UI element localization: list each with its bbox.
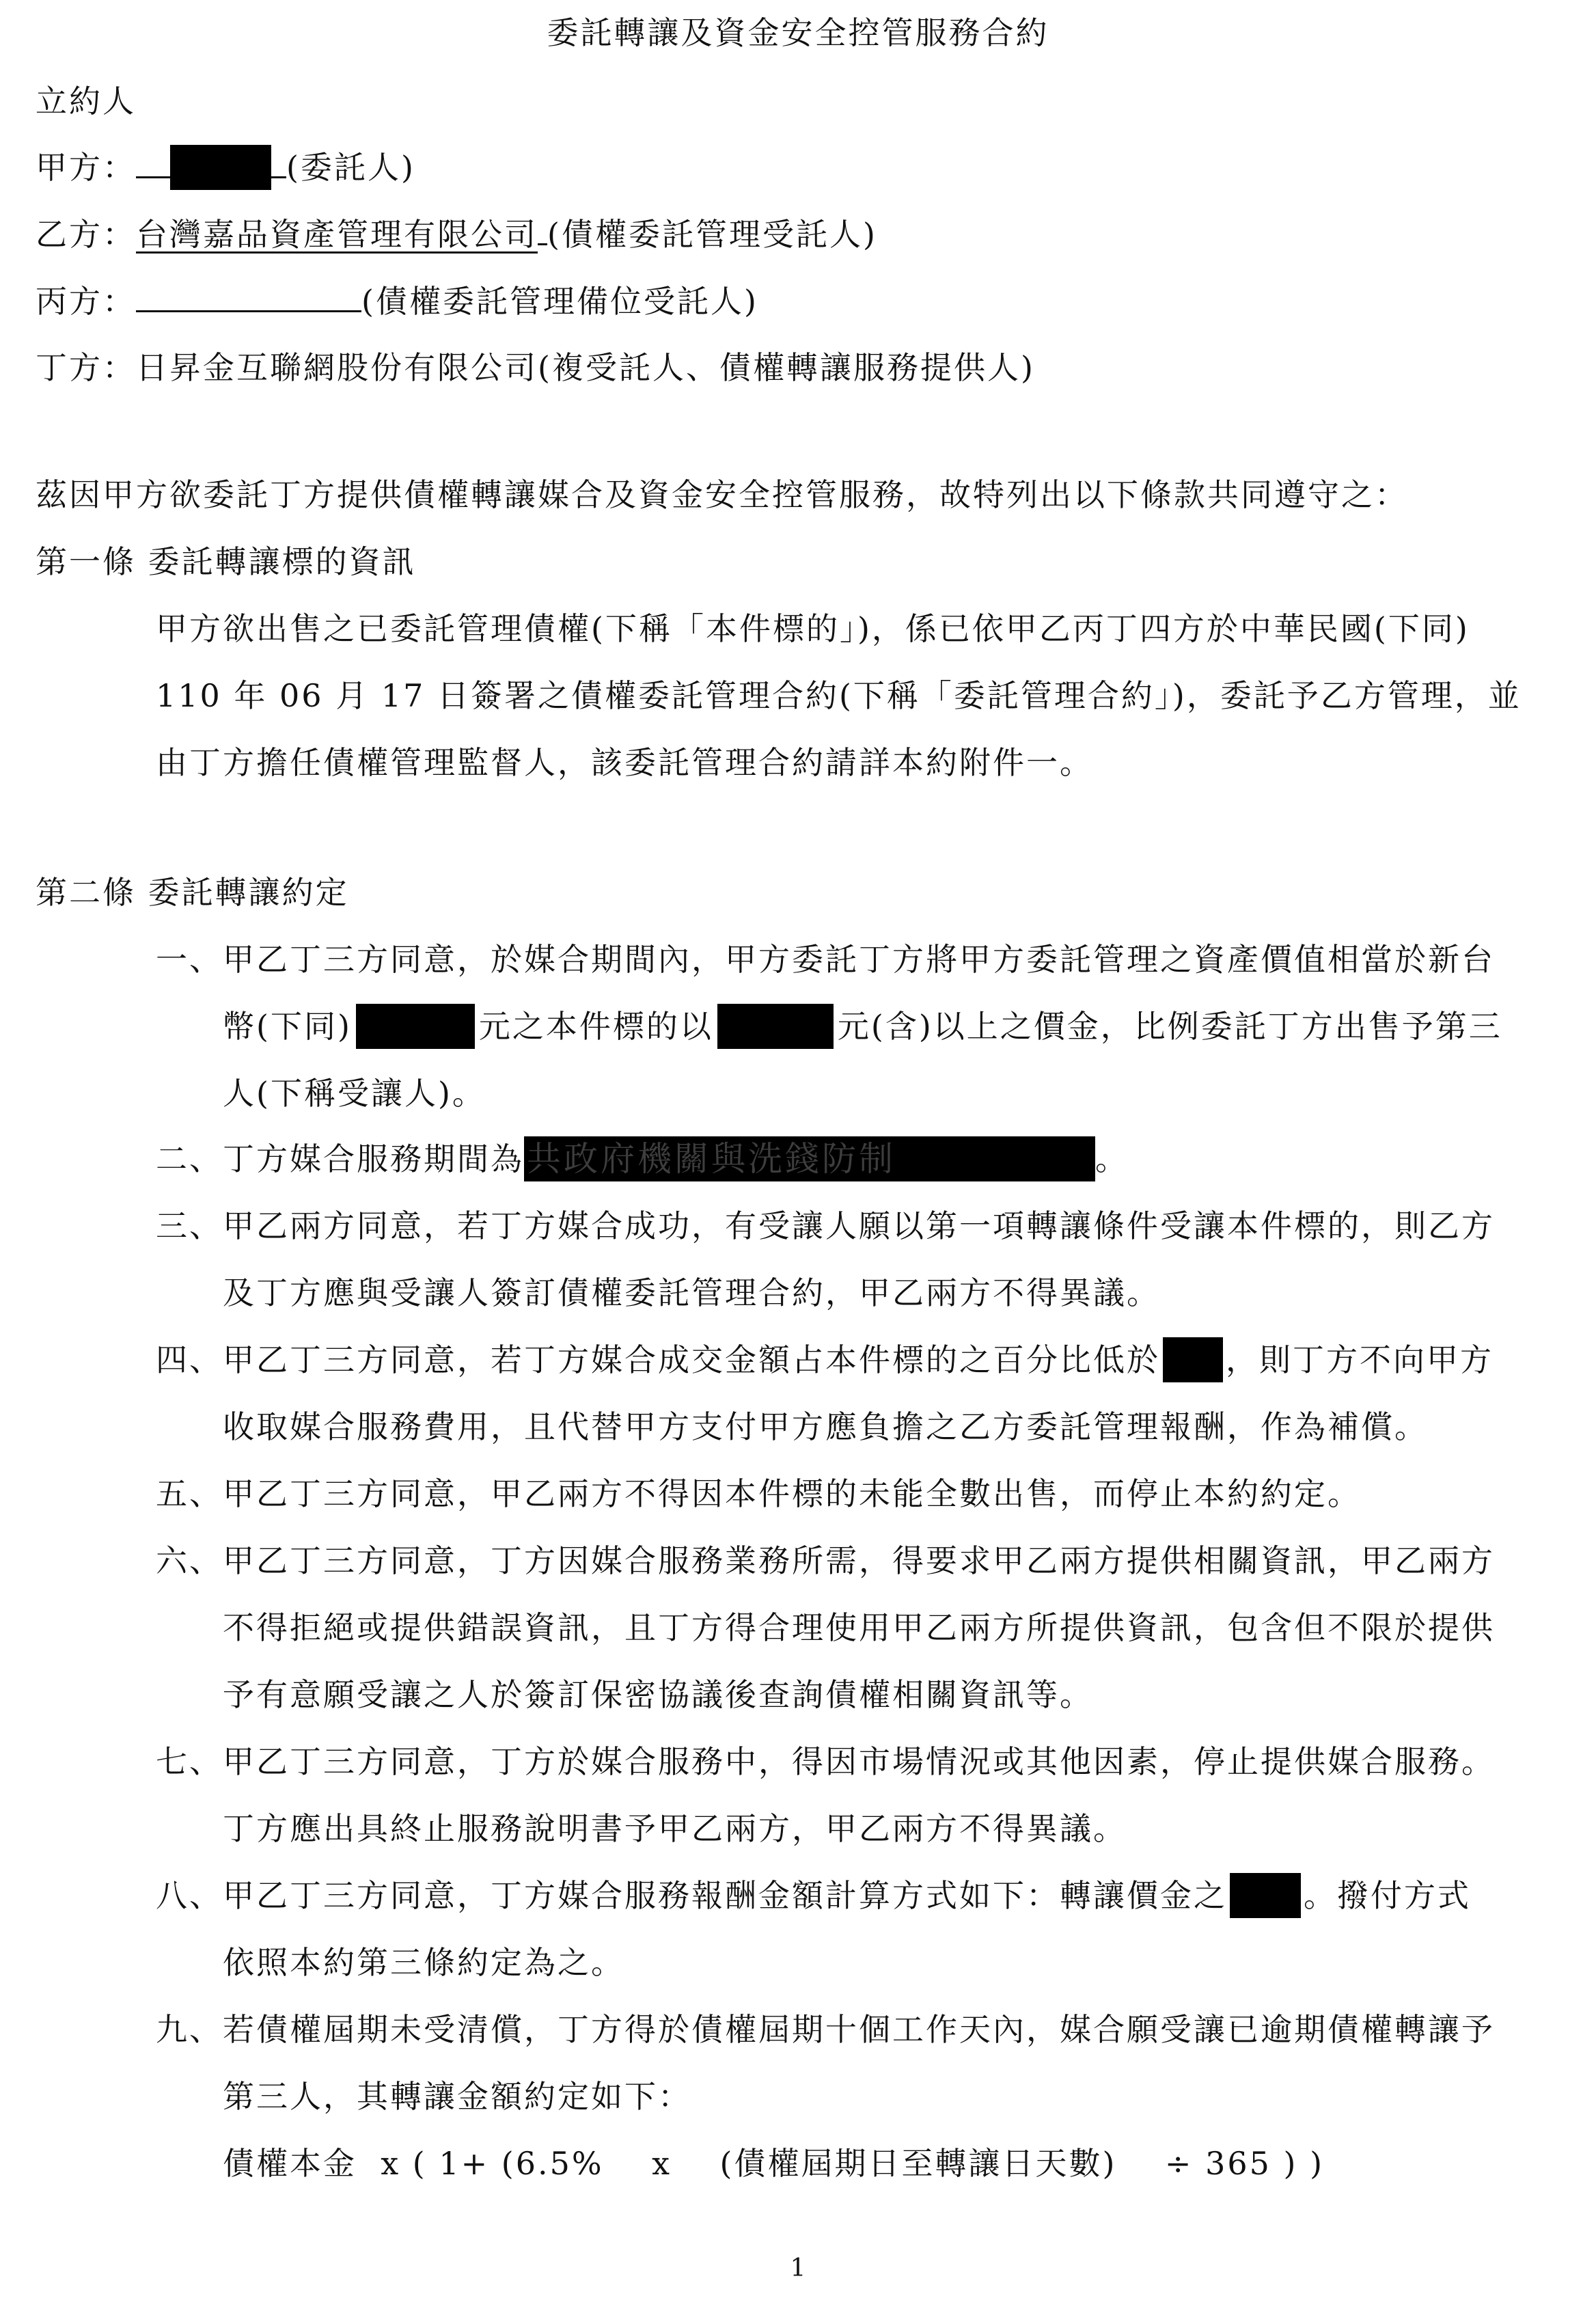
item-4-line-1 [156, 1339, 1494, 1385]
document-title: 委託轉讓及資金安全控管服務合約 [547, 14, 1049, 51]
party-c-blank [136, 280, 361, 312]
item-4-tail-text: ，則丁方不向甲方 [1226, 1341, 1494, 1378]
transfer-amount-formula: 債權本金 x ( 1+ (6.5% x (債權屆期日至轉讓日天數) ÷ 365 ) ) [223, 2145, 1325, 2182]
price-redaction [717, 1004, 834, 1049]
parties-heading: 立約人 [36, 83, 136, 120]
item-1-tail-text: 元(含)以上之價金，比例委託丁方出售予第三 [837, 1008, 1502, 1045]
item-8-line-1 [156, 1875, 1471, 1921]
item-7-line-1: 七、甲乙丁三方同意，丁方於媒合服務中，得因市場情況或其他因素，停止提供媒合服務。 [156, 1743, 1495, 1780]
item-1-line-3: 人(下稱受讓人)。 [223, 1075, 486, 1112]
item-1-line-1: 一、甲乙丁三方同意，於媒合期間內，甲方委託丁方將甲方委託管理之資產價值相當於新台 [156, 941, 1495, 978]
article-1-line-2: 110 年 06 月 17 日簽署之債權委託管理合約(下稱「委託管理合約」)，委託予乙方管理，並 [156, 677, 1522, 714]
item-1-currency-label: 幣(下同) [223, 1008, 352, 1045]
item-6-line-2: 不得拒絕或提供錯誤資訊，且丁方得合理使用甲乙兩方所提供資訊，包含但不限於提供 [223, 1609, 1495, 1646]
item-2-line [156, 1138, 1129, 1184]
party-a-redaction [170, 145, 271, 190]
item-3-line-1: 三、甲乙兩方同意，若丁方媒合成功，有受讓人願以第一項轉讓條件受讓本件標的，則乙方 [156, 1207, 1495, 1244]
item-5-line-1: 五、甲乙丁三方同意，甲乙兩方不得因本件標的未能全數出售，而停止本約約定。 [156, 1475, 1361, 1512]
party-b-label: 乙方： [36, 216, 136, 253]
item-1-line-2 [223, 1006, 1502, 1052]
fee-rate-redaction [1230, 1873, 1301, 1918]
item-4-line-2: 收取媒合服務費用，且代替甲方支付甲方應負擔之乙方委託管理報酬，作為補償。 [223, 1408, 1428, 1445]
item-2-period-end: 。 [1095, 1140, 1129, 1177]
intro-paragraph: 茲因甲方欲委託丁方提供債權轉讓媒合及資金安全控管服務，故特列出以下條款共同遵守之： [36, 476, 1408, 513]
item-7-line-2: 丁方應出具終止服務說明書予甲乙兩方，甲乙兩方不得異議。 [223, 1810, 1127, 1847]
item-1-mid-text: 元之本件標的以 [478, 1008, 713, 1045]
party-d-line: 丁方：日昇金互聯網股份有限公司(複受託人、債權轉讓服務提供人) [36, 349, 1035, 386]
percentage-redaction [1163, 1337, 1223, 1382]
article-1-heading: 第一條 委託轉讓標的資訊 [36, 543, 416, 580]
party-c-role: (債權委託管理備位受託人) [361, 283, 758, 320]
party-b-line [36, 213, 877, 255]
page-number: 1 [790, 2254, 806, 2282]
party-a-line [36, 146, 415, 193]
party-b-role: (債權委託管理受託人) [547, 216, 877, 253]
item-9-line-2: 第三人，其轉讓金額約定如下： [223, 2078, 691, 2115]
party-b-name: 台灣嘉品資產管理有限公司 [136, 216, 538, 253]
party-b-underline-end [538, 213, 547, 245]
article-2-heading: 第二條 委託轉讓約定 [36, 874, 349, 911]
item-8-tail-text: 。撥付方式 [1304, 1877, 1471, 1914]
item-2-text: 二、丁方媒合服務期間為 [156, 1140, 524, 1177]
party-c-label: 丙方： [36, 283, 136, 320]
asset-value-redaction [356, 1004, 475, 1049]
party-a-underline-end [271, 146, 286, 178]
service-period-redaction: 共政府機關與洗錢防制 [524, 1136, 1095, 1181]
party-c-line [36, 280, 758, 322]
party-a-label: 甲方： [36, 149, 136, 186]
item-6-line-3: 予有意願受讓之人於簽訂保密協議後查詢債權相關資訊等。 [223, 1676, 1093, 1713]
party-a-underline [136, 146, 170, 178]
item-3-line-2: 及丁方應與受讓人簽訂債權委託管理合約，甲乙兩方不得異議。 [223, 1274, 1160, 1311]
article-1-line-3: 由丁方擔任債權管理監督人，該委託管理合約請詳本約附件一。 [156, 744, 1093, 781]
item-8-line-2: 依照本約第三條約定為之。 [223, 1944, 624, 1981]
item-8-text: 八、甲乙丁三方同意，丁方媒合服務報酬金額計算方式如下：轉讓價金之 [156, 1877, 1227, 1914]
party-a-role: (委託人) [286, 149, 415, 186]
item-9-line-1: 九、若債權屆期未受清償，丁方得於債權屆期十個工作天內，媒合願受讓已逾期債權轉讓予 [156, 2011, 1495, 2048]
item-4-text: 四、甲乙丁三方同意，若丁方媒合成交金額占本件標的之百分比低於 [156, 1341, 1160, 1378]
item-6-line-1: 六、甲乙丁三方同意，丁方因媒合服務業務所需，得要求甲乙兩方提供相關資訊，甲乙兩方 [156, 1542, 1495, 1579]
article-1-line-1: 甲方欲出售之已委託管理債權(下稱「本件標的」)，係已依甲乙丙丁四方於中華民國(下同) [156, 610, 1470, 647]
